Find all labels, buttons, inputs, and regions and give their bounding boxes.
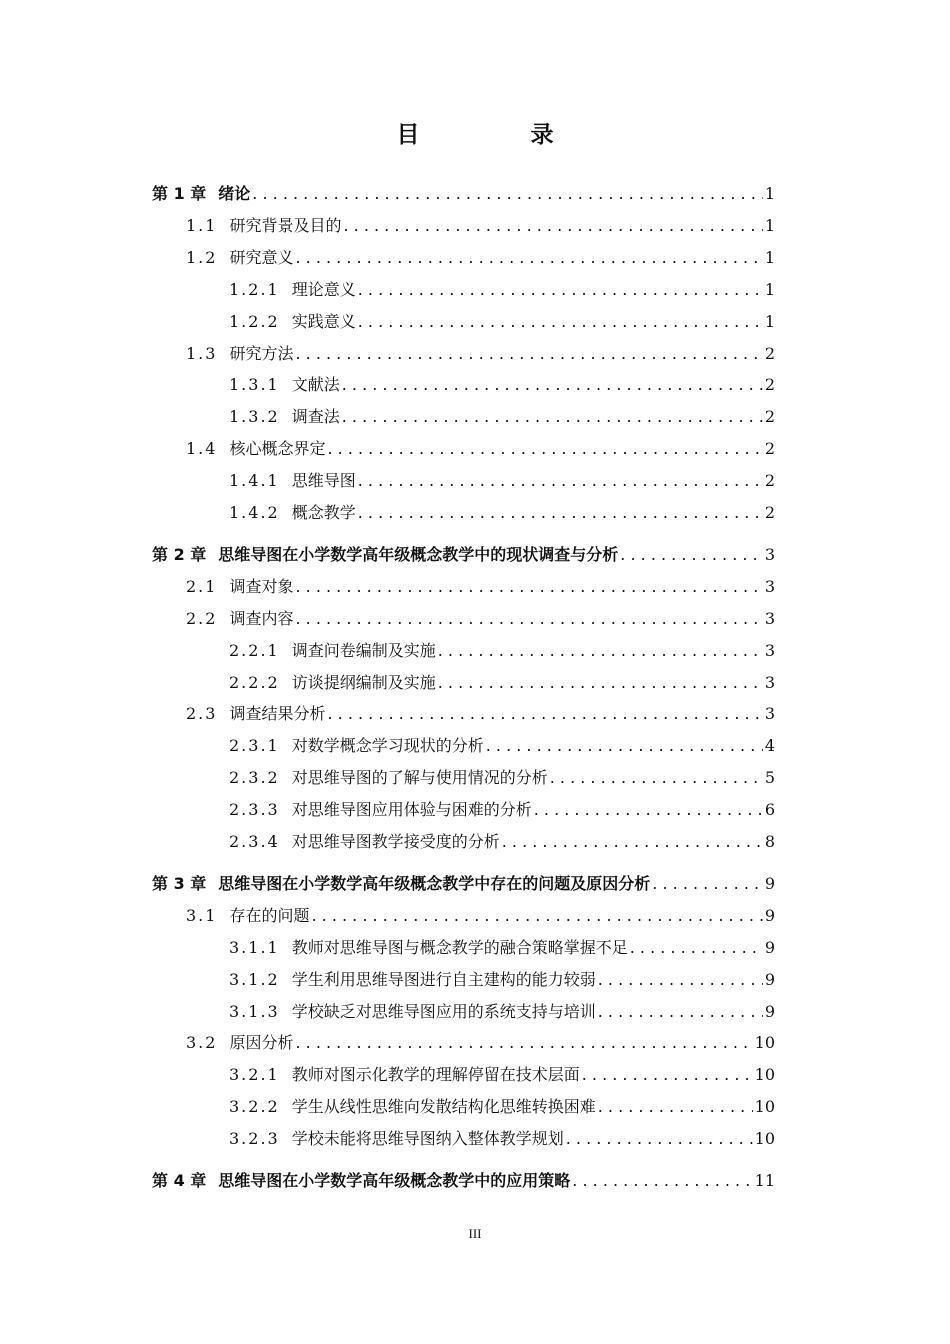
toc-entry-page: 3 (764, 544, 775, 564)
toc-entry-number: 2.3.4 (229, 832, 280, 851)
dot-leader (295, 246, 762, 270)
toc-entry-title: 研究意义 (229, 247, 294, 267)
toc-entry-page: 2 (764, 407, 775, 427)
toc-entry-title: 理论意义 (291, 279, 356, 299)
toc-entry-page: 10 (754, 1033, 775, 1053)
toc-entry-level2[interactable] (186, 575, 775, 599)
toc-entry-page: 3 (764, 640, 775, 660)
toc-entry-number: 1.3 (186, 343, 218, 363)
toc-entry-title: 对思维导图应用体验与困难的分析 (291, 800, 532, 820)
toc-entry-level3[interactable] (229, 1063, 775, 1087)
toc-entry-number: 第 1 章 (152, 184, 207, 203)
toc-entry-number: 3.2.1 (229, 1065, 280, 1085)
toc-entry-title: 教师对思维导图与概念教学的融合策略掌握不足 (291, 937, 628, 957)
toc-entry-level3[interactable] (229, 968, 775, 992)
toc-entry-number: 3.2.3 (229, 1129, 280, 1149)
dot-leader (358, 278, 763, 302)
toc-entry-page: 1 (764, 184, 775, 203)
toc-entry-level3[interactable] (229, 278, 775, 302)
toc-entry-number: 2.3.3 (229, 800, 280, 820)
toc-entry-title: 核心概念界定 (229, 439, 326, 459)
toc-entry-title: 调查结果分析 (229, 704, 326, 724)
toc-entry-title: 调查对象 (229, 576, 294, 596)
toc-entry-title: 调查问卷编制及实施 (291, 640, 436, 660)
toc-entry-level3[interactable] (229, 798, 775, 822)
toc-entry-level3[interactable] (229, 671, 775, 695)
toc-entry-title: 教师对图示化教学的理解停留在技术层面 (291, 1065, 580, 1085)
dot-leader (342, 373, 763, 397)
toc-entry-page: 3 (764, 576, 775, 596)
toc-entry-page: 2 (764, 375, 775, 395)
toc-entry-page: 8 (764, 832, 775, 851)
toc-entry-number: 2.3.2 (229, 768, 280, 788)
dot-leader (598, 1000, 763, 1024)
toc-entry-page: 2 (764, 471, 775, 491)
dot-leader (327, 702, 762, 726)
toc-entry-title: 研究方法 (229, 343, 294, 363)
toc-entry-level3[interactable] (229, 1000, 775, 1024)
dot-leader (598, 968, 763, 992)
toc-entry-number: 1.4.1 (229, 471, 280, 491)
dot-leader (358, 501, 763, 525)
dot-leader (358, 310, 763, 334)
dot-leader (572, 1169, 752, 1193)
toc-entry-level3[interactable] (229, 1127, 775, 1151)
dot-leader (620, 543, 763, 567)
toc-entry-number: 1.2.2 (229, 311, 280, 331)
page-number: III (468, 1226, 482, 1241)
toc-entry-level1[interactable] (152, 543, 775, 567)
toc-entry-level3[interactable] (229, 1095, 775, 1119)
toc-entry-level2[interactable] (186, 702, 775, 726)
toc-entry-page: 10 (754, 1065, 775, 1085)
toc-entry-page: 4 (764, 736, 775, 756)
toc-entry-title: 思维导图在小学数学高年级概念教学中存在的问题及原因分析 (218, 873, 651, 893)
toc-entry-title: 访谈提纲编制及实施 (291, 672, 436, 692)
toc-entry-title: 文献法 (291, 375, 340, 395)
toc-entry-level3[interactable] (229, 639, 775, 663)
toc-entry-page: 9 (764, 937, 775, 957)
toc-entry-level2[interactable] (186, 607, 775, 631)
toc-entry-title: 思维导图在小学数学高年级概念教学中的现状调查与分析 (218, 544, 619, 564)
toc-entry-number: 1.1 (186, 215, 218, 235)
toc-entry-level3[interactable] (229, 734, 775, 758)
toc-entry-number: 2.1 (186, 576, 218, 596)
toc-entry-title: 调查内容 (229, 608, 294, 628)
toc-entry-title: 原因分析 (229, 1033, 294, 1053)
toc-entry-title: 对数学概念学习现状的分析 (291, 736, 484, 756)
toc-entry-level2[interactable] (186, 904, 775, 928)
toc-entry-title: 概念教学 (291, 503, 356, 522)
toc-entry-title: 思维导图在小学数学高年级概念教学中的应用策略 (218, 1171, 571, 1190)
toc-entry-level3[interactable] (229, 405, 775, 429)
toc-entry-level1[interactable] (152, 182, 775, 206)
toc-entry-number: 1.3.1 (229, 375, 280, 395)
toc-entry-page: 10 (754, 1097, 775, 1117)
toc-entry-page: 2 (764, 343, 775, 363)
toc-entry-number: 3.2 (186, 1033, 218, 1053)
toc-entry-number: 2.3.1 (229, 736, 280, 756)
toc-entry-level2[interactable] (186, 246, 775, 270)
toc-entry-page: 3 (764, 608, 775, 628)
toc-entry-page: 5 (764, 768, 775, 788)
toc-entry-title: 研究背景及目的 (229, 215, 342, 235)
dot-leader (252, 182, 763, 206)
toc-entry-page: 10 (754, 1129, 775, 1149)
dot-leader (295, 342, 762, 366)
toc-entry-level3[interactable] (229, 373, 775, 397)
toc-entry-number: 第 3 章 (152, 873, 207, 893)
toc-entry-level3[interactable] (229, 766, 775, 790)
toc-entry-page: 1 (764, 279, 775, 299)
toc-entry-number: 3.1.3 (229, 1001, 280, 1021)
dot-leader (566, 1127, 753, 1151)
dot-leader (311, 904, 762, 928)
toc-entry-number: 2.2.1 (229, 640, 280, 660)
toc-entry-title: 学校缺乏对思维导图应用的系统支持与培训 (291, 1001, 596, 1021)
toc-title: 目 录 (396, 122, 598, 148)
toc-entry-page: 2 (764, 439, 775, 459)
dot-leader (438, 639, 763, 663)
dot-leader (295, 575, 762, 599)
toc-entry-level3[interactable] (229, 501, 775, 525)
toc-entry-number: 2.2 (186, 608, 218, 628)
dot-leader (534, 798, 763, 822)
toc-entry-page: 1 (764, 247, 775, 267)
toc-entry-number: 1.4 (186, 439, 218, 459)
toc-entry-level2[interactable] (186, 214, 775, 238)
toc-entry-level2[interactable] (186, 437, 775, 461)
toc-entry-page: 9 (764, 905, 775, 925)
toc-entry-title: 存在的问题 (229, 905, 310, 925)
toc-entry-number: 2.3 (186, 704, 218, 724)
toc-entry-number: 2.2.2 (229, 672, 280, 692)
toc-entry-page: 9 (764, 969, 775, 989)
toc-entry-page: 11 (754, 1171, 775, 1190)
toc-entry-number: 1.2 (186, 247, 218, 267)
toc-entry-title: 学生利用思维导图进行自主建构的能力较弱 (291, 969, 596, 989)
toc-entry-level1[interactable] (152, 872, 775, 896)
dot-leader (582, 1063, 753, 1087)
dot-leader (295, 607, 762, 631)
dot-leader (327, 437, 762, 461)
toc-entry-title: 调查法 (291, 407, 340, 427)
toc-entry-title: 思维导图 (291, 471, 356, 491)
toc-entry-page: 9 (764, 873, 775, 893)
dot-leader (550, 766, 763, 790)
dot-leader (438, 671, 763, 695)
dot-leader (342, 405, 763, 429)
dot-leader (630, 936, 763, 960)
dot-leader (652, 872, 763, 896)
toc-entry-title: 对思维导图的了解与使用情况的分析 (291, 768, 548, 788)
toc-entry-number: 3.1.1 (229, 937, 280, 957)
toc-entry-title: 实践意义 (291, 311, 356, 331)
toc-entry-number: 1.4.2 (229, 503, 280, 522)
toc-entry-level2[interactable] (186, 1031, 775, 1055)
dot-leader (486, 734, 763, 758)
dot-leader (598, 1095, 753, 1119)
toc-entry-number: 1.2.1 (229, 279, 280, 299)
toc-entry-page: 6 (764, 800, 775, 820)
toc-entry-page: 1 (764, 215, 775, 235)
toc-entry-page: 9 (764, 1001, 775, 1021)
toc-entry-level3[interactable] (229, 469, 775, 493)
dot-leader (502, 830, 763, 854)
toc-entry-level3[interactable] (229, 310, 775, 334)
toc-entry-level1[interactable] (152, 1169, 775, 1193)
toc-entry-level3[interactable] (229, 936, 775, 960)
toc-entry-page: 2 (764, 503, 775, 522)
toc-entry-number: 第 2 章 (152, 544, 207, 564)
toc-entry-number: 3.1.2 (229, 969, 280, 989)
toc-entry-title: 学校未能将思维导图纳入整体教学规划 (291, 1129, 564, 1149)
toc-entry-number: 3.1 (186, 905, 218, 925)
toc-entry-page: 3 (764, 704, 775, 724)
toc-entry-level3[interactable] (229, 830, 775, 854)
dot-leader (358, 469, 763, 493)
toc-entry-title: 对思维导图教学接受度的分析 (291, 832, 500, 851)
toc-entry-page: 3 (764, 672, 775, 692)
toc-entry-number: 1.3.2 (229, 407, 280, 427)
toc-entry-title: 绪论 (218, 184, 251, 203)
toc-entry-level2[interactable] (186, 342, 775, 366)
dot-leader (343, 214, 762, 238)
toc-entry-number: 第 4 章 (152, 1171, 207, 1190)
toc-entry-number: 3.2.2 (229, 1097, 280, 1117)
toc-entry-page: 1 (764, 311, 775, 331)
dot-leader (295, 1031, 752, 1055)
toc-entry-title: 学生从线性思维向发散结构化思维转换困难 (291, 1097, 596, 1117)
